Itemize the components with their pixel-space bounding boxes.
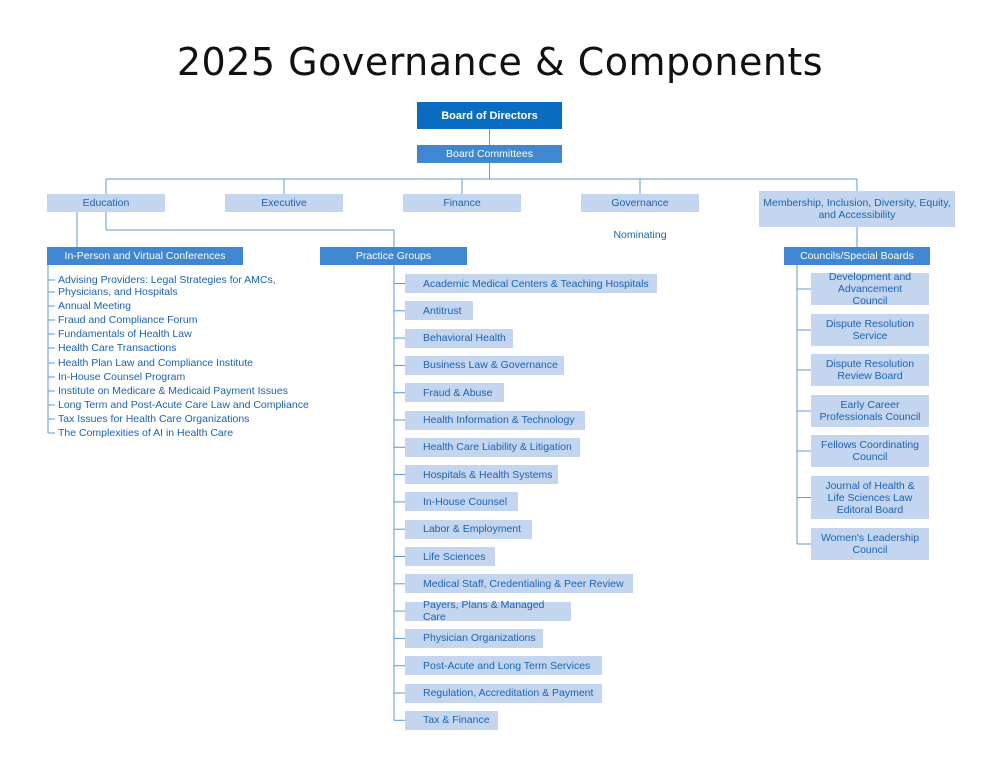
practice-group-item[interactable]: Business Law & Governance	[405, 356, 564, 375]
conference-item[interactable]: In-House Counsel Program	[58, 371, 186, 383]
practice-group-item[interactable]: Academic Medical Centers & Teaching Hospitals	[405, 274, 657, 293]
practice-group-item[interactable]: In-House Counsel	[405, 492, 518, 511]
practice-group-item[interactable]: Post-Acute and Long Term Services	[405, 656, 602, 675]
practice-group-item[interactable]: Hospitals & Health Systems	[405, 465, 558, 484]
council-item[interactable]: Fellows Coordinating Council	[811, 435, 929, 467]
conference-item[interactable]: Institute on Medicare & Medicaid Payment Issues	[58, 385, 288, 397]
practice-group-item[interactable]: Health Care Liability & Litigation	[405, 438, 580, 457]
practice-group-item[interactable]: Behavioral Health	[405, 329, 513, 348]
board-of-directors-box[interactable]: Board of Directors	[417, 102, 562, 129]
practice-group-item[interactable]: Payers, Plans & Managed Care	[405, 602, 571, 621]
nominating-label: Nominating	[613, 229, 667, 241]
conference-item[interactable]: Tax Issues for Health Care Organizations	[58, 413, 250, 425]
conference-item[interactable]: Long Term and Post-Acute Care Law and Compliance	[58, 399, 309, 411]
education-box[interactable]: Education	[47, 194, 165, 212]
council-item[interactable]: Development and Advancement Council	[811, 273, 929, 305]
practice-group-item[interactable]: Life Sciences	[405, 547, 495, 566]
membership-inclusion-box[interactable]: Membership, Inclusion, Diversity, Equity, and Accessibility	[759, 191, 955, 227]
council-item[interactable]: Journal of Health & Life Sciences Law Editoral Board	[811, 476, 929, 519]
conferences-header[interactable]: In-Person and Virtual Conferences	[47, 247, 243, 265]
council-item[interactable]: Dispute Resolution Review Board	[811, 354, 929, 386]
practice-group-item[interactable]: Physician Organizations	[405, 629, 543, 648]
council-item[interactable]: Early Career Professionals Council	[811, 395, 929, 427]
practice-group-item[interactable]: Regulation, Accreditation & Payment	[405, 684, 602, 703]
conference-item[interactable]: Health Plan Law and Compliance Institute	[58, 357, 253, 369]
conference-item[interactable]: Physicians, and Hospitals	[58, 286, 178, 298]
practice-group-item[interactable]: Antitrust	[405, 301, 473, 320]
practice-groups-header[interactable]: Practice Groups	[320, 247, 467, 265]
conference-item[interactable]: Advising Providers: Legal Strategies for AMCs,	[58, 274, 276, 286]
conference-item[interactable]: Fraud and Compliance Forum	[58, 314, 198, 326]
practice-group-item[interactable]: Fraud & Abuse	[405, 383, 504, 402]
board-committees-box[interactable]: Board Committees	[417, 145, 562, 163]
practice-group-item[interactable]: Medical Staff, Credentialing & Peer Review	[405, 574, 633, 593]
practice-group-item[interactable]: Health Information & Technology	[405, 411, 585, 430]
finance-box[interactable]: Finance	[403, 194, 521, 212]
council-item[interactable]: Women's Leadership Council	[811, 528, 929, 560]
councils-header[interactable]: Councils/Special Boards	[784, 247, 930, 265]
executive-box[interactable]: Executive	[225, 194, 343, 212]
practice-group-item[interactable]: Tax & Finance	[405, 711, 498, 730]
conference-item[interactable]: Annual Meeting	[58, 300, 131, 312]
governance-box[interactable]: Governance	[581, 194, 699, 212]
practice-group-item[interactable]: Labor & Employment	[405, 520, 532, 539]
conference-item[interactable]: The Complexities of AI in Health Care	[58, 427, 234, 439]
conference-item[interactable]: Fundamentals of Health Law	[58, 328, 192, 340]
council-item[interactable]: Dispute Resolution Service	[811, 314, 929, 346]
conference-item[interactable]: Health Care Transactions	[58, 342, 177, 354]
page-title: 2025 Governance & Components	[176, 40, 824, 84]
